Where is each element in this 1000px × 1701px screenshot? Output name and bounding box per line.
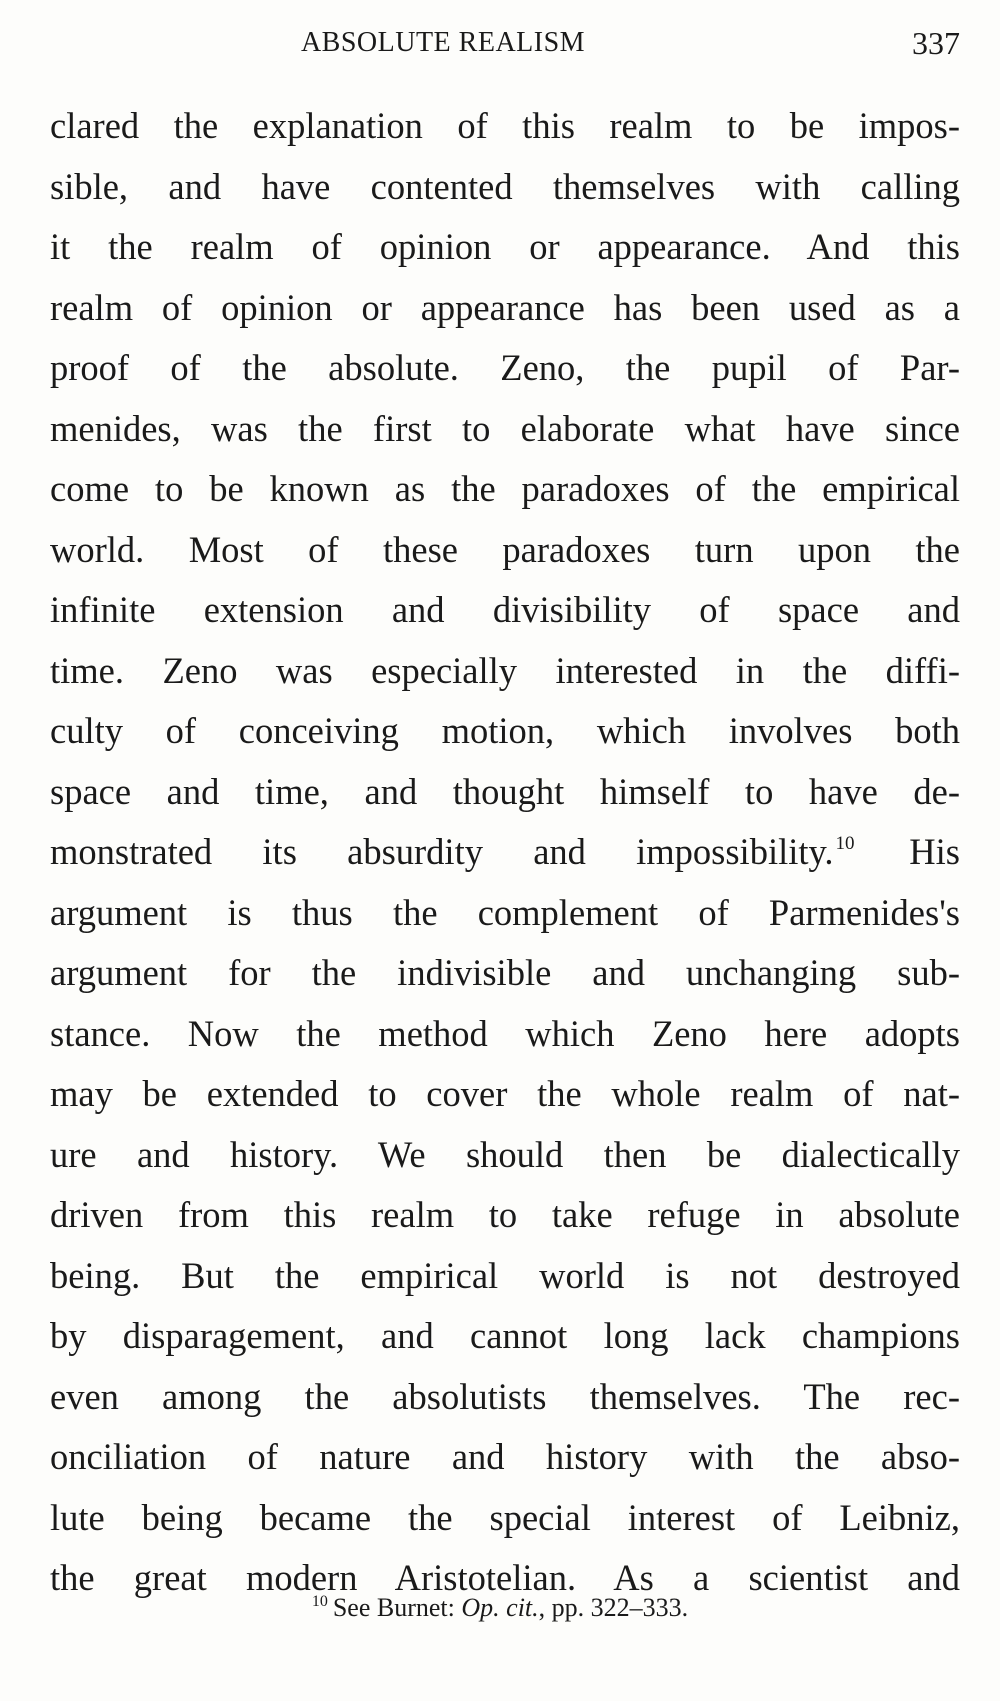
- running-head: [48, 18, 960, 68]
- footnote-text: See Burnet:: [332, 1593, 455, 1622]
- text-line: proof of the absolute. Zeno, the pupil of Par-: [50, 347, 960, 388]
- text-line: world. Most of these paradoxes turn upon the: [50, 528, 960, 570]
- text-line: onciliation of nature and history with the abso-: [50, 1436, 960, 1477]
- text-line: it the realm of opinion or appearance. And this: [50, 226, 960, 267]
- text-line: ure and history. We should then be dialectically: [50, 1133, 960, 1175]
- text-line: time. Zeno was especially interested in the diffi-: [50, 649, 960, 691]
- text-line: the great modern Aristotelian. As a scientist and: [50, 1557, 960, 1598]
- text-line: clared the explanation of this realm to be impos-: [50, 105, 960, 146]
- text-line: by disparagement, and cannot long lack champions: [50, 1315, 960, 1356]
- text-line: menides, was the first to elaborate what have since: [50, 407, 960, 449]
- text-line: stance. Now the method which Zeno here adopts: [50, 1012, 960, 1054]
- text-line: driven from this realm to take refuge in absolute: [50, 1194, 960, 1235]
- running-title: ABSOLUTE REALISM: [300, 27, 586, 58]
- text-line: realm of opinion or appearance has been used as a: [50, 286, 960, 328]
- text-line: infinite extension and divisibility of space and: [50, 589, 960, 630]
- text-line: may be extended to cover the whole realm of nat-: [50, 1073, 960, 1114]
- text-line: even among the absolutists themselves. The rec-: [50, 1375, 960, 1417]
- text-line: sible, and have contented themselves with calling: [50, 165, 960, 207]
- text-line-segment: monstrated its absurdity and impossibility.: [50, 831, 834, 872]
- text-line: argument for the indivisible and unchanging sub-: [50, 952, 960, 993]
- footnote-italic-citation: Op. cit.: [461, 1593, 539, 1622]
- footnote-pages: , pp. 322–333.: [538, 1593, 689, 1622]
- text-line: come to be known as the paradoxes of the empirical: [50, 468, 960, 509]
- footnote: [0, 1588, 1000, 1632]
- footnote-marker: 10: [311, 1593, 328, 1610]
- body-text: [50, 96, 960, 1609]
- text-line: culty of conceiving motion, which involves both: [50, 710, 960, 751]
- text-line-with-footnote-ref: [50, 822, 960, 883]
- footnote-reference: 10: [835, 833, 855, 854]
- page-number: 337: [912, 25, 960, 61]
- text-line-segment: His: [909, 831, 960, 872]
- text-line: lute being became the special interest of Leibniz,: [50, 1496, 960, 1538]
- text-line: space and time, and thought himself to have de-: [50, 770, 960, 812]
- text-line: being. But the empirical world is not destroyed: [50, 1254, 960, 1296]
- text-line: argument is thus the complement of Parmenides's: [50, 891, 960, 933]
